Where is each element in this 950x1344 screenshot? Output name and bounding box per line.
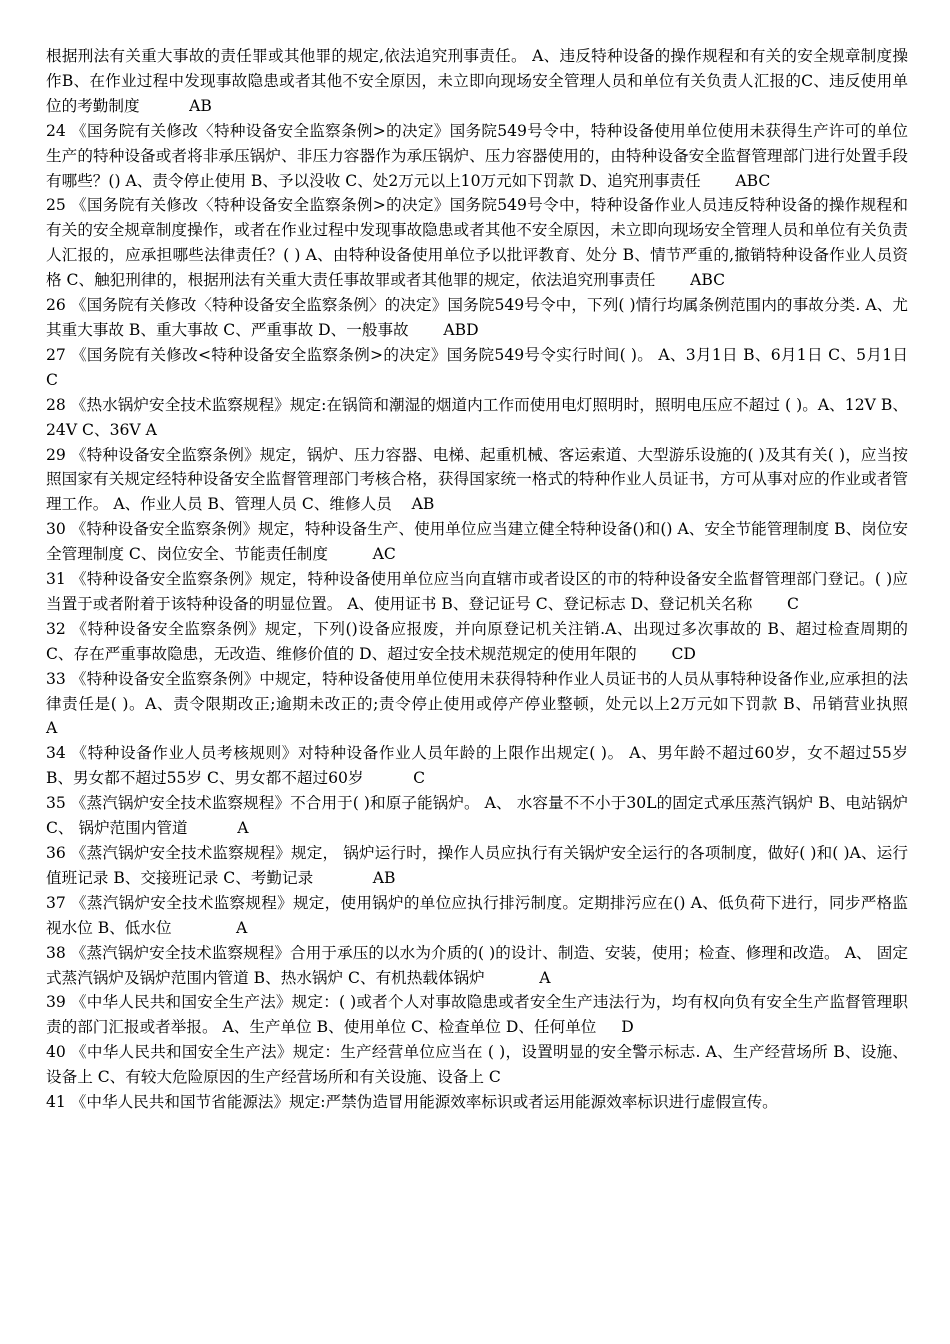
question-paragraph [46, 343, 908, 393]
question-paragraph [46, 44, 908, 119]
answer-key: ABC [690, 271, 726, 290]
question-text: 39 《中华人民共和国安全生产法》规定：( )或者个人对事故隐患或者安全生产违法行为，均有权向负有安全生产监督管理职责的部门汇报或者举报。 A、生产单位 B、使用单位 C、检查单位 D、任何单位 [46, 993, 908, 1037]
question-text: 31 《特种设备安全监察条例》规定，特种设备使用单位应当向直辖市或者设区的市的特种设备安全监督管理部门登记。( )应当置于或者附着于该特种设备的明显位置。 A、使用证书 B、登记证号 C、登记标志 D、登记机关名称 [46, 570, 908, 613]
question-text: 33 《特种设备安全监察条例》中规定，特种设备使用单位使用未获得特种作业人员证书的人员从事特种设备作业,应承担的法律责任是( )。A、责令限期改正;逾期未改正的;责令停止使用或停产停业整顿，处元以上2万元如下罚款 B、吊销营业执照 [46, 669, 908, 713]
answer-key: ABD [443, 320, 479, 339]
question-paragraph [46, 617, 913, 667]
question-paragraph [46, 891, 908, 941]
question-paragraph [46, 567, 908, 617]
question-paragraph [46, 393, 908, 443]
answer-key: C [488, 1068, 501, 1087]
question-text: 36 《蒸汽锅炉安全技术监察规程》规定， 锅炉运行时，操作人员应执行有关锅炉安全运行的各项制度，做好( )和( )A、运行值班记录 B、交接班记录 C、考勤记录 [46, 844, 908, 887]
question-text: 34 《特种设备作业人员考核规则》对特种设备作业人员年龄的上限作出规定( )。 A、男年龄不超过60岁，女不超过55岁 B、男女都不超过55岁 C、男女都不超过60岁 [46, 744, 913, 788]
question-paragraph [46, 1040, 908, 1090]
question-paragraph [46, 667, 908, 742]
answer-key: A [539, 968, 551, 987]
answer-key: A [237, 819, 249, 838]
question-text: 37 《蒸汽锅炉安全技术监察规程》规定，使用锅炉的单位应执行排污制度。定期排污应在() A、低负荷下进行，同步严格监视水位 B、低水位 [46, 893, 908, 937]
question-text: 26 《国务院有关修改〈特种设备安全监察条例〉的决定》国务院549号令中，下列( )情行均属条例范围内的事故分类. A、尤其重大事故 B、重大事故 C、严重事故 D、一般事故 [46, 296, 908, 339]
question-text: 29 《特种设备安全监察条例》规定，锅炉、压力容器、电梯、起重机械、客运索道、大型游乐设施的( )及其有关( )，应当按照国家有关规定经特种设备安全监督管理部门考核合格，获得国家统一格式的特种作业人员证书，方可从事对应的作业或者管理工作。 A、作业人员 B、管理人员 C、维修人员 [46, 445, 908, 514]
question-paragraph [46, 990, 908, 1040]
question-paragraph [46, 443, 908, 518]
answer-key: AC [372, 545, 396, 564]
question-text: 24 《国务院有关修改〈特种设备安全监察条例>的决定》国务院549号令中，特种设备使用单位使用未获得生产许可的单位生产的特种设备或者将非承压锅炉、非压力容器作为承压锅炉、压力容器使用的，由特种设备安全监督管理部门进行处置手段有哪些？() A、责令停止使用 B、予以没收 C、处2万元以上10万元如下罚款 D、追究刑事责任 [46, 121, 908, 190]
answer-key: D [621, 1018, 634, 1037]
question-paragraph [46, 1090, 908, 1115]
question-text: 40 《中华人民共和国安全生产法》规定：生产经营单位应当在 ( )，设置明显的安全警示标志. A、生产经营场所 B、设施、设备上 C、有较大危险原因的生产经营场所和有关设施、设备上 [46, 1043, 908, 1087]
answer-key: C [46, 370, 58, 389]
document-page [46, 44, 913, 1115]
answer-key: AB [372, 868, 396, 887]
question-paragraph [46, 741, 913, 791]
question-paragraph [46, 193, 908, 293]
question-paragraph [46, 517, 908, 567]
question-text: 32 《特种设备安全监察条例》规定，下列()设备应报废，并向原登记机关注销.A、出现过多次事故的 B、超过检查周期的 C、存在严重事故隐患，无改造、维修价值的 D、超过安全技术规范规定的使用年限的 [46, 619, 913, 663]
question-text: 28 《热水锅炉安全技术监察规程》规定:在锅筒和潮湿的烟道内工作而使用电灯照明时，照明电压应不超过 ( )。A、12V B、24V C、36V [46, 395, 908, 439]
question-text: 根据刑法有关重大事故的责任罪或其他罪的规定,依法追究刑事责任。 A、违反特种设备的操作规程和有关的安全规章制度操作B、在作业过程中发现事故隐患或者其他不安全原因，未立即向现场安全管理人员和单位有关负责人汇报的C、违反使用单位的考勤制度 [46, 47, 908, 115]
question-text: 35 《蒸汽锅炉安全技术监察规程》不合用于( )和原子能锅炉。 A、 水容量不不小于30L的固定式承压蒸汽锅炉 B、电站锅炉 C、 锅炉范围内管道 [46, 794, 913, 838]
question-paragraph [46, 791, 913, 841]
answer-key: C [787, 594, 799, 613]
answer-key: A [46, 719, 58, 738]
question-paragraph [46, 841, 908, 891]
answer-key: A [145, 420, 157, 439]
question-text: 38 《蒸汽锅炉安全技术监察规程》合用于承压的以水为介质的( )的设计、制造、安装，使用；检查、修理和改造。 A、 固定式蒸汽锅炉及锅炉范围内管道 B、热水锅炉 C、有机热载体锅炉 [46, 943, 908, 987]
answer-key: AB [189, 96, 212, 115]
answer-key: A [236, 918, 248, 937]
question-text: 30 《特种设备安全监察条例》规定，特种设备生产、使用单位应当建立健全特种设备()和() A、安全节能管理制度 B、岗位安全管理制度 C、岗位安全、节能责任制度 [46, 520, 908, 564]
answer-key: CD [671, 644, 696, 663]
question-paragraph [46, 941, 908, 991]
question-text: 27 《国务院有关修改<特种设备安全监察条例>的决定》国务院549号令实行时间( )。 A、3月1日 B、6月1日 C、5月1日 [46, 345, 908, 364]
answer-key: AB [411, 495, 435, 514]
question-text: 25 《国务院有关修改〈特种设备安全监察条例>的决定》国务院549号令中，特种设备作业人员违反特种设备的操作规程和有关的安全规章制度操作，或者在作业过程中发现事故隐患或者其他不安全原因，未立即向现场安全管理人员和单位有关负责人汇报的，应承担哪些法律责任？( ) A、由特种设备使用单位予以批评教育、处分 B、情节严重的,撤销特种设备作业人员资格 C、触犯刑律的，根据刑法有关重大责任事故罪或者其他罪的规定，依法追究刑事责任 [46, 196, 908, 290]
question-text: 41 《中华人民共和国节省能源法》规定:严禁伪造冒用能源效率标识或者运用能源效率标识进行虚假宣传。 [46, 1093, 778, 1112]
answer-key: C [413, 769, 426, 788]
answer-key: ABC [735, 171, 771, 190]
question-paragraph [46, 119, 908, 194]
question-paragraph [46, 293, 908, 343]
